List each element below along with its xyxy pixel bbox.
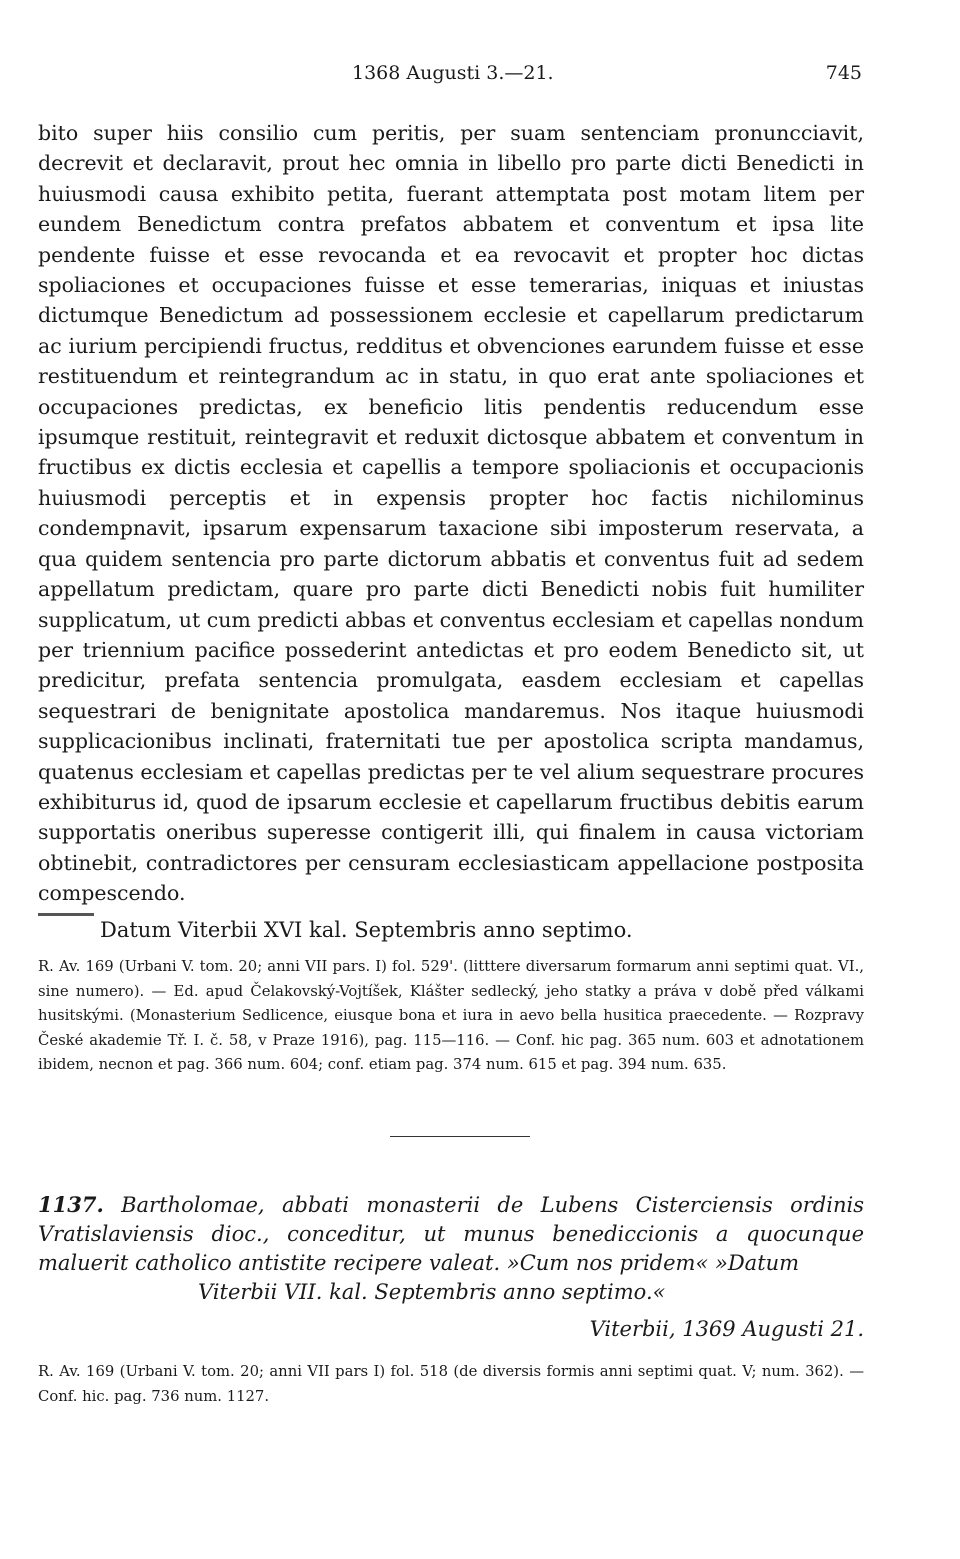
section-divider [390, 1136, 530, 1137]
entry-regest [38, 1190, 864, 1307]
page-header [38, 62, 862, 90]
datum-line: Datum Viterbii XVI kal. Septembris anno septimo. [100, 918, 633, 942]
running-title: 1368 Augusti 3.—21. [352, 62, 554, 84]
page-number: 745 [825, 62, 862, 84]
entry-sources: R. Av. 169 (Urbani V. tom. 20; anni VII pars I) fol. 518 (de diversis formis anni septimi quat. V; num. 362). — Conf. hic. pag. 736 num. 1127. [38, 1363, 864, 1405]
main-text [38, 118, 864, 909]
regest-text: Bartholomae, abbati monasterii de Lubens Cisterciensis ordinis Vratislaviensis dioc., conceditur, ut munus benediccionis a quocunque maluerit catholico antistite recipere valeat. »Cum nos pridem« »Datum [38, 1193, 864, 1275]
footnote-sources: R. Av. 169 (Urbani V. tom. 20; anni VII pars. I) fol. 529'. (litttere diversarum formarum anni septimi quat. VI., sine numero). — Ed. apud Čelakovský-Vojtíšek, Klášter sedlecký, jeho statky a práva v době před válkami husitskými. (Monasterium Sedlicence, eiusque bona et iura in aevo bella husitica praecedente. — Rozpravy České akademie Tř. I. č. 58, v Praze 1916), pag. 115—116. — Conf. hic pag. 365 num. 603 et adnotationem ibidem, necnon et pag. 366 num. 604; conf. etiam pag. 374 num. 615 et pag. 394 num. 635. [38, 958, 864, 1074]
regest-text-end: Viterbii VII. kal. Septembris anno septimo.« [198, 1280, 666, 1304]
entry-number: 1137. [38, 1192, 104, 1217]
margin-mark [38, 913, 94, 916]
main-paragraph: bito super hiis consilio cum peritis, per suam sentenciam pronuncciavit, decrevit et declaravit, prout hec omnia in libello pro parte dicti Benedicti in huiusmodi causa exhibito petita, fuerant attemptata post motam litem per eundem Benedictum contra prefatos abbatem et conventum et ipsa lite pendente fuisse et esse revocanda et ea revocavit et propter hoc dictas spoliaciones et occupaciones fuisse et esse temerarias, iniquas et iniustas dictumque Benedictum ad possessionem ecclesie et capellarum predictarum ac iurium percipiendi fructus, redditus et obvenciones earundem fuisse et esse restituendum et reintegrandum ac in statu, in quo erat ante spoliaciones et occupaciones predictas, ex beneficio litis pendentis reducendum esse ipsumque restituit, reintegravit et reduxit dictosque abbatem et conventum in fructibus ex dictis ecclesia et capellis a tempore spoliacionis et occupacionis huiusmodi perceptis et in expensis propter hoc factis nichilominus condempnavit, ipsarum expensarum taxacione sibi imposterum reservata, a qua quidem sentencia pro parte dictorum abbatis et conventus fuit ad sedem appellatum predictam, quare pro parte dicti Benedicti nobis fuit humiliter supplicatum, ut cum predicti abbas et conventus ecclesiam et capellas nondum per triennium pacifice possederint antedictas et pro eodem Benedicto sit, ut predicitur, prefata sentencia promulgata, easdem ecclesiam et capellas sequestrari de benignitate apostolica mandaremus. Nos itaque huiusmodi supplicacionibus inclinati, fraternitati tue per apostolica scripta mandamus, quatenus ecclesiam et capellas predictas per te vel alium sequestrare procures exhibiturus id, quod de ipsarum ecclesie et capellarum fructibus debitis earum supportatis oneribus superesse contigerit illi, qui finalem in causa victoriam obtinebit, contradictores per censuram ecclesiasticam appellacione postposita compescendo. [38, 121, 864, 906]
place-date: Viterbii, 1369 Augusti 21. [589, 1317, 864, 1341]
